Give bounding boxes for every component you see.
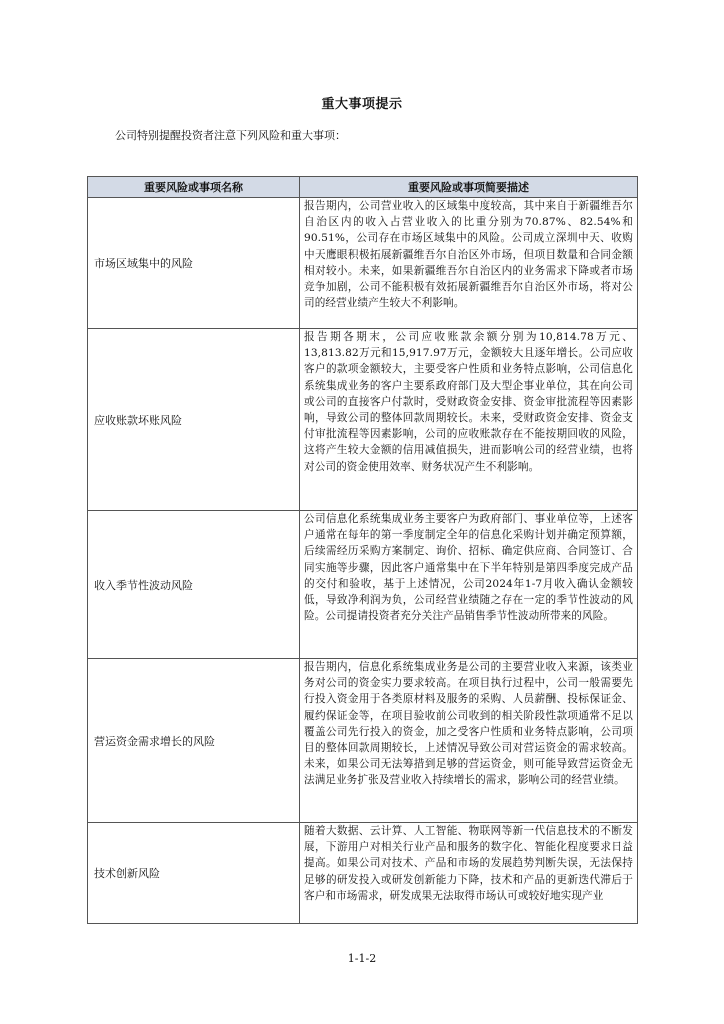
page-number: 1-1-2 [347,952,377,965]
risk-description: 报告期内，公司营业收入的区域集中度较高，其中来自于新疆维吾尔自治区内的收入占营业收入的比重分别为70.87%、82.54%和90.51%，公司存在市场区域集中的风险。公司成立深圳中天、收购中天鹰眼积极拓展新疆维吾尔自治区外市场，但项目数量和合同金额相对较小。未来，如果新疆维吾尔自治区内的业务需求下降或者市场竞争加剧，公司不能积极有效拓展新疆维吾尔自治区外市场，将对公司的经营业绩产生较大不利影响。 [300,198,638,329]
table-header-row [88,177,638,198]
risk-name: 收入季节性波动风险 [88,511,300,659]
risk-description: 公司信息化系统集成业务主要客户为政府部门、事业单位等，上述客户通常在每年的第一季度制定全年的信息化采购计划并确定预算额，后续需经历采购方案制定、询价、招标、确定供应商、合同签订、合同实施等步骤，因此客户通常集中在下半年特别是第四季度完成产品的交付和验收，基于上述情况，公司2024年1-7月收入确认金额较低，导致净利润为负，公司经营业绩随之存在一定的季节性波动的风险。公司提请投资者充分关注产品销售季节性波动所带来的风险。 [300,511,638,659]
intro-text: 公司特别提醒投资者注意下列风险和重大事项： [115,129,346,142]
risk-description: 报告期各期末，公司应收账款余额分别为10,814.78万元、13,813.82万元和15,917.97万元，金额较大且逐年增长。公司应收客户的款项金额较大，主要受客户性质和业务特点影响，公司信息化系统集成业务的客户主要系政府部门及大型企事业单位，其在向公司或公司的直接客户付款时，受财政资金安排、资金审批流程等因素影响，导致公司的整体回款周期较长。未来，受财政资金安排、资金支付审批流程等因素影响，公司的应收账款存在不能按期回收的风险，这将产生较大金额的信用减值损失，进而影响公司的经营业绩，也将对公司的资金使用效率、财务状况产生不利影响。 [300,329,638,511]
risk-table [87,176,638,924]
header-risk-name: 重要风险或事项名称 [88,177,300,198]
risk-description: 随着大数据、云计算、人工智能、物联网等新一代信息技术的不断发展，下游用户对相关行业产品和服务的数字化、智能化程度要求日益提高。如果公司对技术、产品和市场的发展趋势判断失误，无法保持足够的研发投入或研发创新能力下降，技术和产品的更新迭代滞后于客户和市场需求，研发成果无法取得市场认可或较好地实现产业 [300,823,638,924]
table-row [88,659,638,823]
risk-name: 应收账款坏账风险 [88,329,300,511]
risk-description: 报告期内，信息化系统集成业务是公司的主要营业收入来源，该类业务对公司的资金实力要求较高。在项目执行过程中，公司一般需要先行投入资金用于各类原材料及服务的采购、人员薪酬、投标保证金、履约保证金等，在项目验收前公司收到的相关阶段性款项通常不足以覆盖公司先行投入的资金，加之受客户性质和业务特点影响，公司项目的整体回款周期较长，上述情况导致公司对营运资金的需求较高。未来，如果公司无法筹措到足够的营运资金，则可能导致营运资金无法满足业务扩张及营业收入持续增长的需求，影响公司的经营业绩。 [300,659,638,823]
risk-name: 技术创新风险 [88,823,300,924]
risk-name: 市场区域集中的风险 [88,198,300,329]
table-row [88,823,638,924]
table-row [88,511,638,659]
risk-name: 营运资金需求增长的风险 [88,659,300,823]
page-title: 重大事项提示 [321,97,403,112]
table-row [88,198,638,329]
table-row [88,329,638,511]
header-risk-desc: 重要风险或事项简要描述 [300,177,638,198]
